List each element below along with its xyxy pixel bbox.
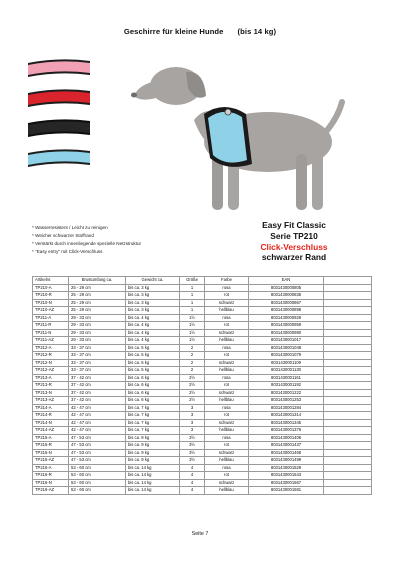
page-title-main: Geschirre für kleine Hunde	[123, 27, 224, 36]
table-row	[33, 457, 372, 465]
cell-ean: 8031430001048	[249, 344, 324, 352]
cell-ean: 8031430001161	[249, 374, 324, 382]
cell-ean: 8031430001222	[249, 389, 324, 397]
cell-article-number: TP214-R	[33, 412, 69, 420]
cell-color: rosa	[205, 374, 249, 382]
table-row	[33, 427, 372, 435]
cell-extra	[324, 382, 372, 390]
cell-color: rot	[205, 292, 249, 300]
cell-chest-size: 25 - 29 cm	[69, 292, 126, 300]
cell-size: 2½	[180, 389, 205, 397]
cell-weight: bis ca. 14 kg	[126, 487, 180, 495]
cell-weight: bis ca. 6 kg	[126, 382, 180, 390]
cell-extra	[324, 374, 372, 382]
cell-color: schwarz	[205, 479, 249, 487]
cell-extra	[324, 367, 372, 375]
cell-weight: bis ca. 3 kg	[126, 284, 180, 292]
cell-size: 3½	[180, 434, 205, 442]
swatch-rosa	[28, 58, 90, 78]
cell-chest-size: 33 - 37 cm	[69, 367, 126, 375]
cell-ean: 8031430001581	[249, 487, 324, 495]
table-row	[33, 479, 372, 487]
cell-weight: bis ca. 6 kg	[126, 374, 180, 382]
cell-extra	[324, 464, 372, 472]
swatch-rot	[28, 88, 90, 108]
cell-ean: 8031430000959	[249, 322, 324, 330]
cell-ean: 8031430001253	[249, 397, 324, 405]
table-row	[33, 412, 372, 420]
cell-size: 3½	[180, 449, 205, 457]
cell-color: schwarz	[205, 299, 249, 307]
table-header-row	[33, 277, 372, 285]
table-row	[33, 307, 372, 315]
cell-chest-size: 37 - 42 cm	[69, 389, 126, 397]
cell-chest-size: 29 - 33 cm	[69, 337, 126, 345]
cell-size: 3	[180, 412, 205, 420]
cell-article-number: TP210-AZ	[33, 307, 69, 315]
cell-chest-size: 42 - 47 cm	[69, 419, 126, 427]
cell-size: 1	[180, 299, 205, 307]
cell-extra	[324, 344, 372, 352]
cell-color: rot	[205, 352, 249, 360]
cell-extra	[324, 314, 372, 322]
table-row	[33, 367, 372, 375]
cell-chest-size: 29 - 33 cm	[69, 314, 126, 322]
cell-article-number: TP210-A	[33, 284, 69, 292]
cell-color: schwarz	[205, 419, 249, 427]
cell-extra	[324, 487, 372, 495]
table-row	[33, 397, 372, 405]
cell-article-number: TP213-A	[33, 374, 69, 382]
cell-color: hellblau	[205, 307, 249, 315]
color-swatches	[28, 58, 90, 178]
cell-size: 2	[180, 344, 205, 352]
cell-weight: bis ca. 4 kg	[126, 329, 180, 337]
cell-chest-size: 29 - 33 cm	[69, 322, 126, 330]
cell-extra	[324, 404, 372, 412]
table-row	[33, 434, 372, 442]
cell-ean: 8031430001079	[249, 352, 324, 360]
cell-size: 2	[180, 352, 205, 360]
cell-chest-size: 47 - 53 cm	[69, 449, 126, 457]
cell-chest-size: 37 - 42 cm	[69, 382, 126, 390]
cell-color: schwarz	[205, 329, 249, 337]
cell-chest-size: 47 - 53 cm	[69, 442, 126, 450]
cell-ean: 8031430001499	[249, 457, 324, 465]
column-header	[324, 277, 372, 285]
cell-ean: 8031430001130	[249, 367, 324, 375]
page-title	[0, 27, 400, 36]
cell-size: 1	[180, 292, 205, 300]
cell-article-number: TP213-N	[33, 389, 69, 397]
cell-chest-size: 29 - 33 cm	[69, 329, 126, 337]
feature-item: * "Easy entry" mit Click-Verschluss	[32, 249, 103, 254]
cell-weight: bis ca. 4 kg	[126, 314, 180, 322]
cell-color: hellblau	[205, 337, 249, 345]
cell-weight: bis ca. 3 kg	[126, 307, 180, 315]
cell-weight: bis ca. 14 kg	[126, 464, 180, 472]
cell-extra	[324, 292, 372, 300]
cell-weight: bis ca. 7 kg	[126, 427, 180, 435]
cell-color: schwarz	[205, 389, 249, 397]
cell-color: rosa	[205, 314, 249, 322]
cell-size: 3½	[180, 442, 205, 450]
cell-color: schwarz	[205, 359, 249, 367]
product-info	[224, 220, 364, 263]
cell-color: schwarz	[205, 449, 249, 457]
cell-article-number: TP216-A	[33, 464, 69, 472]
cell-article-number: TP213-R	[33, 382, 69, 390]
cell-color: rosa	[205, 434, 249, 442]
cell-ean: 8031430000980	[249, 329, 324, 337]
cell-weight: bis ca. 9 kg	[126, 457, 180, 465]
cell-ean: 8031430001437	[249, 442, 324, 450]
cell-size: 4	[180, 479, 205, 487]
cell-color: rosa	[205, 344, 249, 352]
cell-ean: 8031430001529	[249, 464, 324, 472]
cell-ean: 8031430001314	[249, 412, 324, 420]
cell-color: rot	[205, 472, 249, 480]
cell-extra	[324, 419, 372, 427]
cell-weight: bis ca. 5 kg	[126, 359, 180, 367]
cell-ean: 8031430001468	[249, 449, 324, 457]
cell-chest-size: 42 - 47 cm	[69, 427, 126, 435]
page-title-weight: (bis 14 kg)	[237, 27, 277, 36]
cell-ean: 8031430000805	[249, 284, 324, 292]
cell-chest-size: 42 - 47 cm	[69, 412, 126, 420]
product-name: Easy Fit Classic	[262, 220, 326, 230]
cell-article-number: TP212-AZ	[33, 367, 69, 375]
cell-size: 3	[180, 419, 205, 427]
cell-extra	[324, 412, 372, 420]
cell-size: 2½	[180, 382, 205, 390]
page-number: Seite 7	[191, 531, 209, 537]
table-row	[33, 314, 372, 322]
cell-size: 4	[180, 464, 205, 472]
cell-weight: bis ca. 5 kg	[126, 344, 180, 352]
cell-size: 1½	[180, 314, 205, 322]
cell-weight: bis ca. 9 kg	[126, 449, 180, 457]
cell-color: hellblau	[205, 367, 249, 375]
table-row	[33, 464, 372, 472]
cell-extra	[324, 442, 372, 450]
cell-article-number: TP214-AZ	[33, 427, 69, 435]
cell-chest-size: 47 - 53 cm	[69, 457, 126, 465]
cell-weight: bis ca. 6 kg	[126, 389, 180, 397]
cell-extra	[324, 337, 372, 345]
cell-color: rot	[205, 382, 249, 390]
cell-chest-size: 33 - 37 cm	[69, 359, 126, 367]
cell-article-number: TP212-A	[33, 344, 69, 352]
cell-article-number: TP215-N	[33, 449, 69, 457]
cell-weight: bis ca. 9 kg	[126, 434, 180, 442]
cell-weight: bis ca. 5 kg	[126, 352, 180, 360]
table-row	[33, 284, 372, 292]
cell-weight: bis ca. 9 kg	[126, 442, 180, 450]
cell-article-number: TP211-N	[33, 329, 69, 337]
cell-article-number: TP212-N	[33, 359, 69, 367]
cell-chest-size: 53 - 60 cm	[69, 464, 126, 472]
cell-size: 2½	[180, 397, 205, 405]
cell-ean: 8031430001284	[249, 404, 324, 412]
column-header: Farbe	[205, 277, 249, 285]
dog-harness-illustration	[112, 56, 352, 216]
cell-size: 2½	[180, 374, 205, 382]
table-row	[33, 442, 372, 450]
cell-article-number: TP216-AZ	[33, 487, 69, 495]
column-header: Brustumfang ca.	[69, 277, 126, 285]
table-row	[33, 299, 372, 307]
column-header: EAN	[249, 277, 324, 285]
cell-size: 4	[180, 472, 205, 480]
cell-ean: 8031430001376	[249, 427, 324, 435]
cell-color: rosa	[205, 464, 249, 472]
cell-article-number: TP216-R	[33, 472, 69, 480]
cell-article-number: TP216-N	[33, 479, 69, 487]
table-row	[33, 292, 372, 300]
column-header: Artikelnr.	[33, 277, 69, 285]
cell-extra	[324, 479, 372, 487]
table-row	[33, 374, 372, 382]
cell-extra	[324, 307, 372, 315]
column-header: Gewicht ca.	[126, 277, 180, 285]
cell-weight: bis ca. 4 kg	[126, 337, 180, 345]
cell-article-number: TP214-N	[33, 419, 69, 427]
cell-weight: bis ca. 3 kg	[126, 292, 180, 300]
cell-weight: bis ca. 3 kg	[126, 299, 180, 307]
cell-ean: 8031430000867	[249, 299, 324, 307]
cell-article-number: TP211-R	[33, 322, 69, 330]
cell-extra	[324, 457, 372, 465]
cell-ean: 8031430000836	[249, 292, 324, 300]
cell-article-number: TP211-AZ	[33, 337, 69, 345]
cell-size: 3	[180, 427, 205, 435]
cell-extra	[324, 322, 372, 330]
cell-size: 1	[180, 307, 205, 315]
cell-ean: 8031430001345	[249, 419, 324, 427]
cell-chest-size: 25 - 29 cm	[69, 307, 126, 315]
cell-extra	[324, 397, 372, 405]
cell-extra	[324, 299, 372, 307]
cell-size: 1	[180, 284, 205, 292]
cell-chest-size: 37 - 42 cm	[69, 374, 126, 382]
table-row	[33, 404, 372, 412]
cell-chest-size: 53 - 60 cm	[69, 487, 126, 495]
cell-weight: bis ca. 7 kg	[126, 412, 180, 420]
feature-item: * Verstärkt durch innenliegende spezielle Netzstruktur	[32, 241, 142, 246]
cell-article-number: TP213-AZ	[33, 397, 69, 405]
cell-article-number: TP210-N	[33, 299, 69, 307]
swatch-hellblau	[28, 148, 90, 168]
cell-extra	[324, 284, 372, 292]
cell-article-number: TP215-A	[33, 434, 69, 442]
cell-chest-size: 42 - 47 cm	[69, 404, 126, 412]
cell-size: 1½	[180, 329, 205, 337]
cell-color: hellblau	[205, 427, 249, 435]
cell-ean: 8031430001109	[249, 359, 324, 367]
cell-size: 3½	[180, 457, 205, 465]
cell-article-number: TP211-A	[33, 314, 69, 322]
cell-color: hellblau	[205, 397, 249, 405]
cell-ean: 8031430001406	[249, 434, 324, 442]
feature-list	[32, 224, 141, 256]
table-row	[33, 389, 372, 397]
product-closure: Click-Verschluss	[260, 242, 328, 252]
table-row	[33, 419, 372, 427]
table-row	[33, 344, 372, 352]
table-row	[33, 322, 372, 330]
cell-ean: 8031430001017	[249, 337, 324, 345]
cell-color: rosa	[205, 284, 249, 292]
cell-chest-size: 33 - 37 cm	[69, 352, 126, 360]
cell-color: hellblau	[205, 457, 249, 465]
cell-weight: bis ca. 4 kg	[126, 322, 180, 330]
cell-chest-size: 53 - 60 cm	[69, 479, 126, 487]
cell-ean: 8031430001192	[249, 382, 324, 390]
cell-weight: bis ca. 7 kg	[126, 419, 180, 427]
feature-item: * Wasserresistent / Leicht zu reinigen	[32, 225, 108, 230]
cell-ean: 8031430001543	[249, 472, 324, 480]
cell-size: 2	[180, 367, 205, 375]
cell-extra	[324, 434, 372, 442]
cell-size: 3	[180, 404, 205, 412]
cell-color: rosa	[205, 404, 249, 412]
cell-extra	[324, 359, 372, 367]
cell-extra	[324, 449, 372, 457]
cell-extra	[324, 427, 372, 435]
cell-ean: 8031430000928	[249, 314, 324, 322]
table-row	[33, 352, 372, 360]
cell-size: 1½	[180, 337, 205, 345]
cell-article-number: TP214-A	[33, 404, 69, 412]
table-row	[33, 329, 372, 337]
cell-ean: 8031430001567	[249, 479, 324, 487]
cell-extra	[324, 352, 372, 360]
cell-size: 4	[180, 487, 205, 495]
table-row	[33, 472, 372, 480]
cell-extra	[324, 472, 372, 480]
table-row	[33, 487, 372, 495]
cell-size: 1½	[180, 322, 205, 330]
cell-weight: bis ca. 6 kg	[126, 397, 180, 405]
cell-chest-size: 33 - 37 cm	[69, 344, 126, 352]
cell-weight: bis ca. 5 kg	[126, 367, 180, 375]
swatch-schwarz	[28, 118, 90, 138]
cell-size: 2	[180, 359, 205, 367]
table-row	[33, 359, 372, 367]
spec-table-body	[33, 284, 372, 494]
cell-chest-size: 25 - 29 cm	[69, 299, 126, 307]
cell-article-number: TP210-R	[33, 292, 69, 300]
cell-color: rot	[205, 322, 249, 330]
cell-color: rot	[205, 412, 249, 420]
cell-article-number: TP212-R	[33, 352, 69, 360]
cell-article-number: TP215-AZ	[33, 457, 69, 465]
column-header: Größe	[180, 277, 205, 285]
cell-ean: 8031430000898	[249, 307, 324, 315]
cell-article-number: TP215-R	[33, 442, 69, 450]
cell-weight: bis ca. 14 kg	[126, 472, 180, 480]
cell-weight: bis ca. 14 kg	[126, 479, 180, 487]
product-edge: schwarzer Rand	[261, 252, 327, 262]
cell-chest-size: 47 - 53 cm	[69, 434, 126, 442]
cell-chest-size: 37 - 42 cm	[69, 397, 126, 405]
spec-table	[32, 276, 372, 495]
cell-chest-size: 53 - 60 cm	[69, 472, 126, 480]
table-row	[33, 337, 372, 345]
cell-extra	[324, 389, 372, 397]
feature-item: * Weicher schwarzer Stoffrand	[32, 233, 94, 238]
product-series: Serie TP210	[270, 231, 318, 241]
table-row	[33, 449, 372, 457]
cell-color: rot	[205, 442, 249, 450]
cell-extra	[324, 329, 372, 337]
cell-chest-size: 25 - 29 cm	[69, 284, 126, 292]
cell-weight: bis ca. 7 kg	[126, 404, 180, 412]
cell-color: hellblau	[205, 487, 249, 495]
table-row	[33, 382, 372, 390]
